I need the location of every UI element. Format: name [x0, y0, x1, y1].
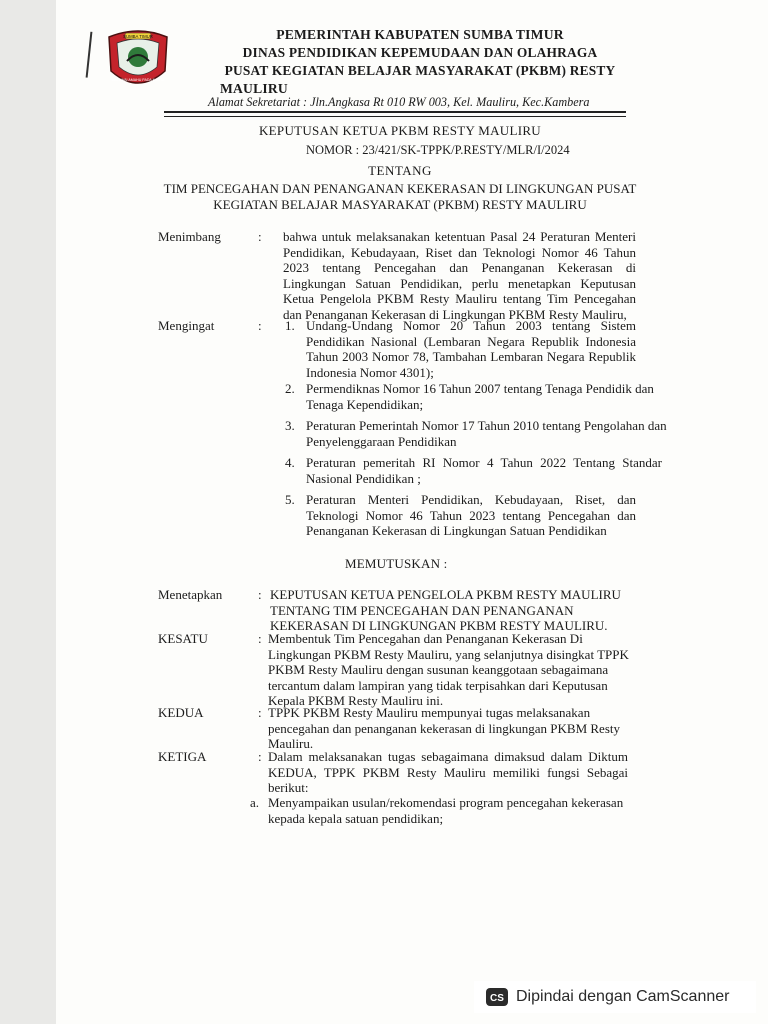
mengingat-item-4-number: 4. — [285, 455, 295, 470]
mengingat-item-5-number: 5. — [285, 492, 295, 507]
menimbang-colon: : — [258, 229, 262, 244]
menetapkan-label: Menetapkan — [158, 587, 223, 602]
camscanner-watermark — [474, 981, 756, 1013]
memutuskan-heading: MEMUTUSKAN : — [345, 556, 448, 571]
letterhead-rule-thick — [164, 111, 626, 113]
mengingat-item-3: Peraturan Pemerintah Nomor 17 Tahun 2010 tentang Pengolahan dan Penyelenggaraan Pendidikan — [306, 418, 667, 449]
ketiga-label: KETIGA — [158, 749, 207, 764]
menimbang-text: bahwa untuk melaksanakan ketentuan Pasal 24 Peraturan Menteri Pendidikan, Kebudayaan, Riset dan Teknologi Nomor 46 Tahun 2023 tentang Pencegahan dan Penanganan Kekerasan di Lingkungan Satuan Pendidikan, perlu menetapkan Keputusan Ketua Pengelola PKBM Resty Mauliru tentang Tim Pencegahan dan Penanganan Kekerasan di Lingkungan PKBM Resty Mauliru, — [283, 229, 636, 322]
decree-subject-line-1: TIM PENCEGAHAN DAN PENANGANAN KEKERASAN DI LINGKUNGAN PUSAT — [163, 181, 637, 196]
mengingat-item-4: Peraturan pemeritah RI Nomor 4 Tahun 2022 Tentang Standar Nasional Pendidikan ; — [306, 455, 662, 486]
mengingat-label: Mengingat — [158, 318, 215, 333]
margin-pen-mark — [86, 32, 99, 79]
decree-number: NOMOR : 23/421/SK-TPPK/P.RESTY/MLR/I/2024 — [306, 143, 570, 157]
mengingat-item-2: Permendiknas Nomor 16 Tahun 2007 tentang Tenaga Pendidik dan Tenaga Kependidikan; — [306, 381, 654, 412]
logo-top-text: SUMBA TIMUR — [123, 34, 153, 39]
kedua-text: TPPK PKBM Resty Mauliru mempunyai tugas melaksanakan pencegahan dan penanganan kekerasan di lingkungan PKBM Resty Mauliru. — [268, 705, 620, 751]
mengingat-item-1-number: 1. — [285, 318, 295, 333]
ketiga-text: Dalam melaksanakan tugas sebagaimana dimaksud dalam Diktum KEDUA, TPPK PKBM Resty Mauliru memiliki fungsi Sebagai berikut: — [268, 749, 628, 795]
kesatu-colon: : — [258, 631, 262, 646]
kesatu-label: KESATU — [158, 631, 208, 646]
ketiga-colon: : — [258, 749, 262, 764]
camscanner-icon — [486, 988, 508, 1006]
logo-bottom-text: MATAWAI AMAHU PADA NJARA — [111, 78, 165, 82]
ketiga-item-a: Menyampaikan usulan/rekomendasi program pencegahan kekerasan kepada kepala satuan pendidikan; — [268, 795, 624, 826]
ketiga-item-a-number: a. — [250, 795, 260, 810]
kedua-label: KEDUA — [158, 705, 204, 720]
letterhead-title — [200, 26, 640, 98]
decree-title: KEPUTUSAN KETUA PKBM RESTY MAULIRU — [258, 123, 541, 138]
regional-emblem-logo — [103, 27, 173, 91]
letterhead-line-3: PUSAT KEGIATAN BELAJAR MASYARAKAT (PKBM) RESTY — [224, 63, 616, 78]
menimbang-label: Menimbang — [158, 229, 221, 244]
mengingat-item-2-number: 2. — [285, 381, 295, 396]
kesatu-text: Membentuk Tim Pencegahan dan Penanganan Kekerasan Di Lingkungan PKBM Resty Mauliru, yang selanjutnya disingkat TPPK PKBM Resty Mauliru dengan susunan keanggotaan sebagaimana tercantum dalam lampiran yang tidak terpisahkan dari Keputusan Kepala PKBM Resty Mauliru ini. — [268, 631, 629, 708]
decree-subject-line-2: KEGIATAN BELAJAR MASYARAKAT (PKBM) RESTY MAULIRU — [213, 197, 587, 212]
letterhead-rule-thin — [164, 116, 626, 117]
svg-text:CS: CS — [490, 993, 504, 1004]
mengingat-item-3-number: 3. — [285, 418, 295, 433]
menetapkan-text: KEPUTUSAN KETUA PENGELOLA PKBM RESTY MAULIRU TENTANG TIM PENCEGAHAN DAN PENANGANAN KEKERASAN DI LINGKUNGAN PKBM RESTY MAULIRU. — [270, 587, 621, 633]
kedua-colon: : — [258, 705, 262, 720]
letterhead-line-4: MAULIRU — [220, 81, 288, 96]
letterhead-line-1: PEMERINTAH KABUPATEN SUMBA TIMUR — [276, 27, 564, 42]
decree-subject — [160, 181, 640, 213]
mengingat-item-5: Peraturan Menteri Pendidikan, Kebudayaan, Riset, dan Teknologi Nomor 46 Tahun 2023 tentang Pencegahan dan Penanganan Kekerasan di Lingkungan Satuan Pendidikan — [306, 492, 636, 538]
camscanner-text: Dipindai dengan CamScanner — [516, 988, 730, 1005]
letterhead-address: Alamat Sekretariat : Jln.Angkasa Rt 010 RW 003, Kel. Mauliru, Kec.Kambera — [208, 95, 590, 109]
mengingat-item-1: Undang-Undang Nomor 20 Tahun 2003 tentang Sistem Pendidikan Nasional (Lembaran Negara Republik Indonesia Tahun 2003 Nomor 78, Tambahan Lembaran Negara Republik Indonesia Nomor 4301); — [306, 318, 636, 380]
mengingat-colon: : — [258, 318, 262, 333]
decree-tentang: TENTANG — [368, 163, 432, 178]
letterhead-line-2: DINAS PENDIDIKAN KEPEMUDAAN DAN OLAHRAGA — [242, 45, 598, 60]
menetapkan-colon: : — [258, 587, 262, 602]
